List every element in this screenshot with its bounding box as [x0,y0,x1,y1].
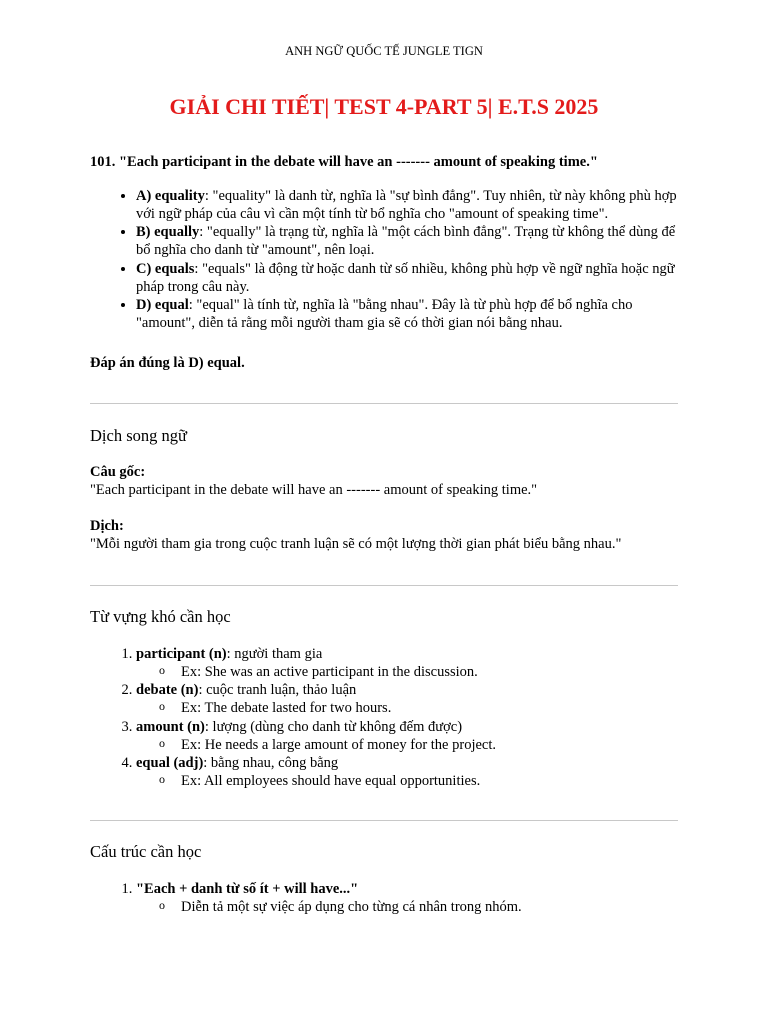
option-label: D) equal [136,296,189,313]
option-item [136,223,681,259]
vocabulary-item [136,645,496,681]
structure-term: "Each + danh từ số ít + will have..." [136,881,359,897]
vocabulary-meaning: : lượng (dùng cho danh từ không đếm được) [204,718,463,735]
option-explanation: : "equal" là tính từ, nghĩa là "bằng nhau". Đây là từ phù hợp để bổ nghĩa cho "amount", diễn tả rằng mỗi người tham gia sẽ có thời gian nói bằng nhau. [136,296,633,331]
vocabulary-meaning: : cuộc tranh luận, thảo luận [198,682,357,699]
page-title: GIẢI CHI TIẾT| TEST 4-PART 5| E.T.S 2025 [169,94,599,119]
vocabulary-example: o Ex: He needs a large amount of money for the project. [181,736,496,754]
option-item [136,187,681,223]
translation-heading: Dịch song ngữ [90,426,187,445]
vocabulary-term: equal (adj) [136,754,204,771]
vocabulary-example: o Ex: All employees should have equal opportunities. [181,772,496,790]
vocabulary-list [90,645,496,790]
option-label: C) equals [136,260,195,277]
vocabulary-meaning: : người tham gia [226,646,323,662]
vocabulary-term: amount (n) [136,718,205,735]
original-sentence-block [90,463,537,499]
translated-label: Dịch: [90,518,124,534]
structure-heading: Cấu trúc cần học [90,842,202,861]
section-divider [90,403,678,404]
option-item [136,260,681,296]
option-label: B) equally [136,224,200,241]
answer-text: Đáp án đúng là D) equal. [90,355,245,371]
vocabulary-example: o Ex: She was an active participant in the discussion. [181,663,496,681]
option-list [90,187,681,332]
vocabulary-item [136,681,496,717]
vocabulary-heading: Từ vựng khó cần học [90,607,231,626]
original-label: Câu gốc: [90,464,146,480]
vocabulary-item [136,718,496,754]
question-text: 101. "Each participant in the debate will have an ------- amount of speaking time." [90,154,598,170]
section-divider [90,820,678,821]
vocabulary-example: o Ex: The debate lasted for two hours. [181,699,496,717]
option-item [136,296,681,332]
option-explanation: : "equals" là động từ hoặc danh từ số nhiều, không phù hợp về ngữ nghĩa hoặc ngữ pháp trong câu này. [136,260,675,295]
original-sentence: "Each participant in the debate will have an ------- amount of speaking time." [90,482,538,499]
structure-explanation: o Diễn tả một sự việc áp dụng cho từng cá nhân trong nhóm. [181,898,522,916]
translated-sentence-block [90,517,621,553]
structure-item [136,880,522,916]
vocabulary-meaning: : bằng nhau, công bằng [203,754,339,771]
option-explanation: : "equally" là trạng từ, nghĩa là "một cách bình đẳng". Trạng từ không thể dùng để bổ nghĩa cho danh từ "amount", nên loại. [136,224,676,259]
vocabulary-item [136,754,496,790]
page-header: ANH NGỮ QUỐC TẾ JUNGLE TIGN [285,44,483,58]
option-explanation: : "equality" là danh từ, nghĩa là "sự bình đẳng". Tuy nhiên, từ này không phù hợp với ngữ pháp của câu vì cần một tính từ bổ nghĩa cho "amount of speaking time". [136,188,677,223]
section-divider [90,585,678,586]
structure-list [90,880,522,916]
translated-sentence: "Mỗi người tham gia trong cuộc tranh luận sẽ có một lượng thời gian phát biểu bằng nhau." [90,536,622,553]
option-label: A) equality [136,188,205,204]
vocabulary-term: debate (n) [136,682,199,699]
vocabulary-term: participant (n) [136,646,227,662]
